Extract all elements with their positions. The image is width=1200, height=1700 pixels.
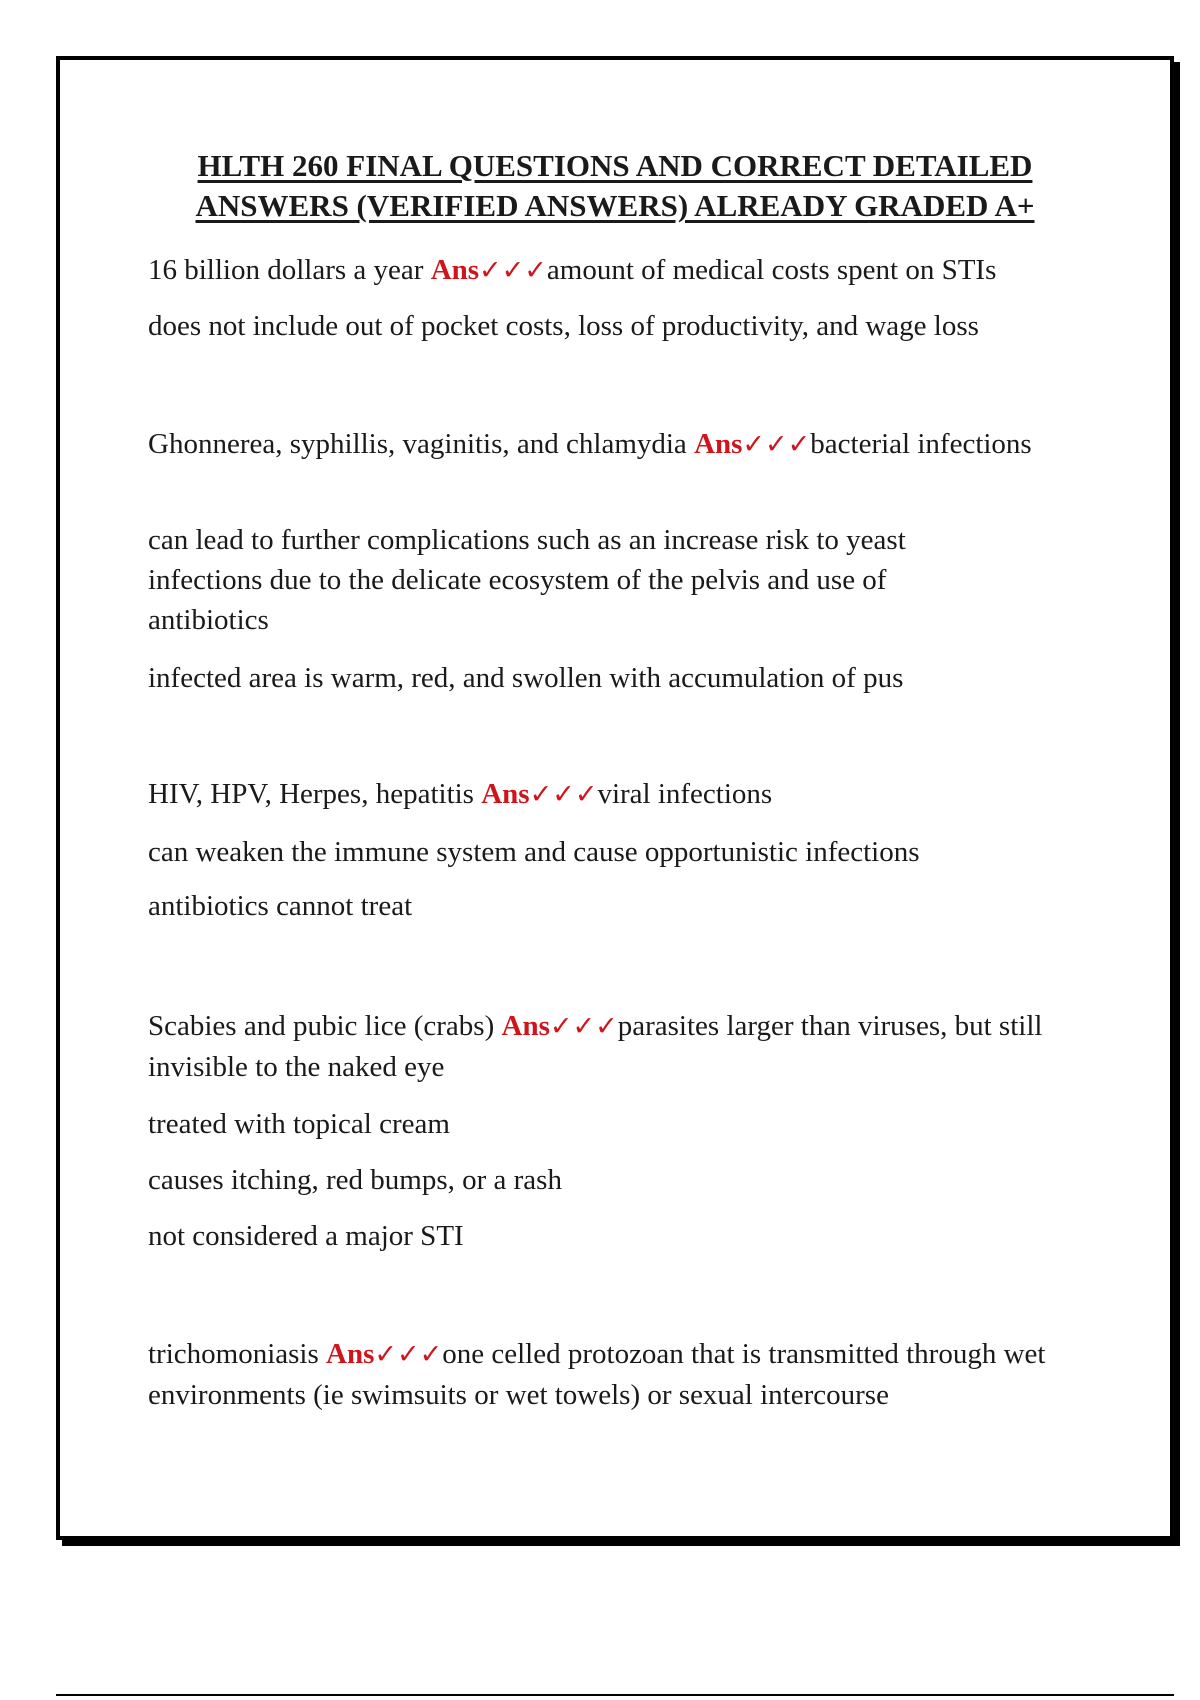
qa-entry-1 bbox=[148, 250, 1148, 291]
ans-label: Ans bbox=[501, 1010, 550, 1042]
note-line: infected area is warm, red, and swollen with accumulation of pus bbox=[148, 662, 904, 694]
qa-entry-2 bbox=[148, 424, 1148, 465]
checkmark-icon: ✓✓✓ bbox=[742, 429, 811, 460]
checkmark-icon: ✓✓✓ bbox=[529, 779, 598, 810]
checkmark-icon: ✓✓✓ bbox=[549, 1011, 618, 1042]
question-text: 16 billion dollars a year bbox=[148, 254, 431, 286]
title-line-2: ANSWERS (VERIFIED ANSWERS) ALREADY GRADED A+ bbox=[195, 188, 1035, 223]
qa-entry-4 bbox=[148, 1006, 1138, 1087]
ans-label: Ans bbox=[326, 1338, 375, 1370]
note-line: antibiotics cannot treat bbox=[148, 890, 413, 922]
note-line: does not include out of pocket costs, loss of productivity, and wage loss bbox=[148, 310, 979, 342]
checkmark-icon: ✓✓✓ bbox=[479, 255, 547, 286]
ans-label: Ans bbox=[694, 428, 743, 460]
bottom-divider bbox=[56, 1694, 1174, 1696]
note-line: not considered a major STI bbox=[148, 1220, 464, 1252]
title-line-1: HLTH 260 FINAL QUESTIONS AND CORRECT DETAILED bbox=[197, 148, 1033, 183]
note-line: treated with topical cream bbox=[148, 1108, 450, 1140]
checkmark-icon: ✓✓✓ bbox=[374, 1339, 443, 1370]
ans-label: Ans bbox=[430, 254, 480, 286]
answer-text: bacterial infections bbox=[810, 428, 1032, 460]
document-title bbox=[60, 146, 1170, 226]
ans-label: Ans bbox=[481, 778, 530, 810]
question-text: trichomoniasis bbox=[148, 1338, 327, 1370]
note-line: can weaken the immune system and cause opportunistic infections bbox=[148, 836, 920, 868]
qa-entry-5 bbox=[148, 1334, 1138, 1415]
note-line: causes itching, red bumps, or a rash bbox=[148, 1164, 562, 1196]
question-text: Scabies and pubic lice (crabs) bbox=[148, 1010, 502, 1042]
question-text: HIV, HPV, Herpes, hepatitis bbox=[148, 778, 482, 810]
page-border-frame bbox=[56, 56, 1174, 1540]
answer-text: amount of medical costs spent on STIs bbox=[546, 254, 997, 286]
question-text: Ghonnerea, syphillis, vaginitis, and chlamydia bbox=[148, 428, 695, 460]
answer-text: viral infections bbox=[597, 778, 773, 810]
note-line: can lead to further complications such as an increase risk to yeast infections due to the delicate ecosystem of the pelvis and use of antibiotics bbox=[148, 524, 906, 636]
answer-text: parasites larger than viruses, but still invisible to the naked eye bbox=[148, 1010, 1043, 1083]
qa-entry-3 bbox=[148, 774, 1148, 815]
answer-text: one celled protozoan that is transmitted through wet environments (ie swimsuits or wet towels) or sexual intercourse bbox=[148, 1338, 1046, 1411]
